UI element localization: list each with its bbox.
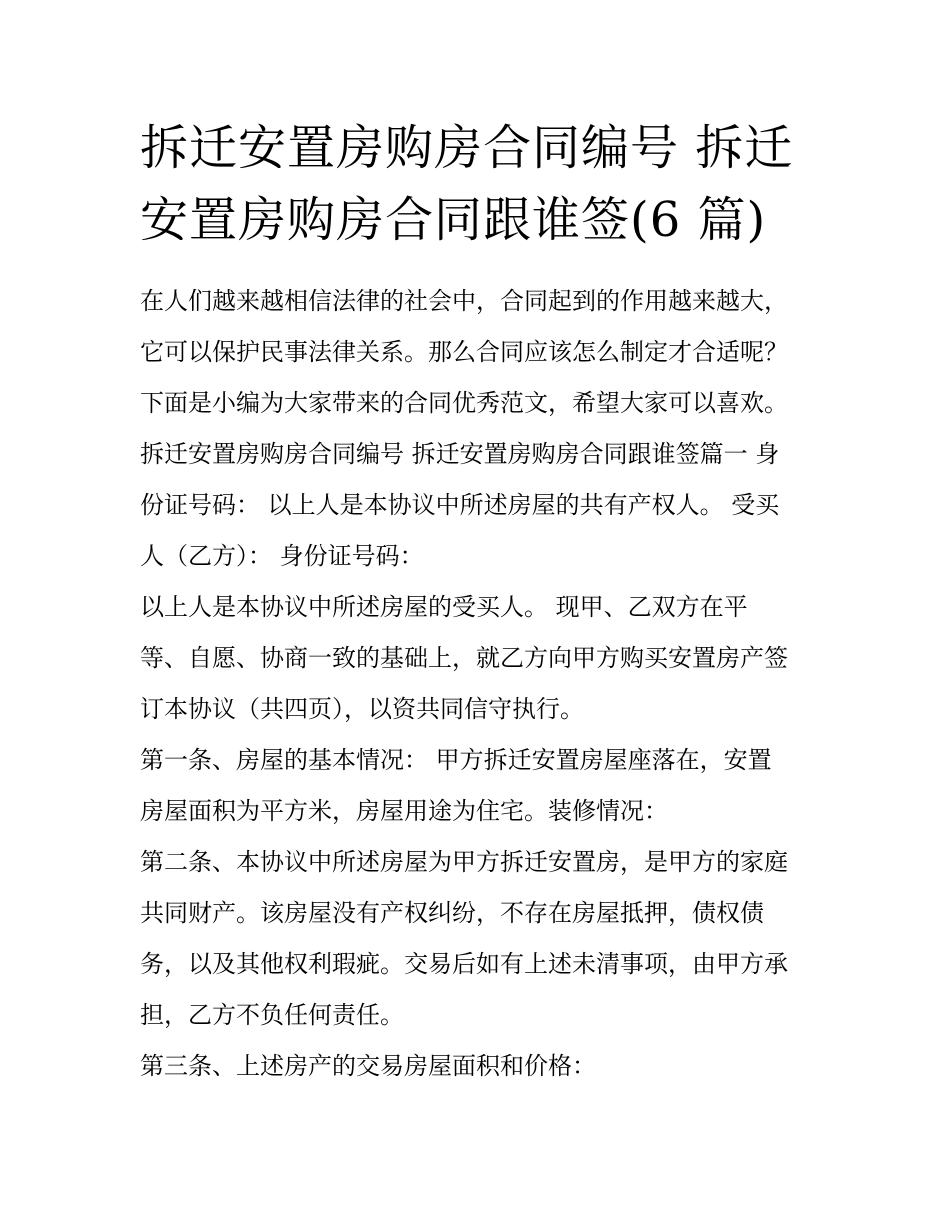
body-line: 第三条、上述房产的交易房屋面积和价格： [140, 1052, 596, 1080]
body-line: 担，乙方不负任何责任。 [140, 1001, 404, 1029]
document-title-line-1: 拆迁安置房购房合同编号 拆迁 [140, 120, 794, 176]
body-line: 第二条、本协议中所述房屋为甲方拆迁安置房，是甲方的家庭 [140, 848, 788, 876]
body-line: 以上人是本协议中所述房屋的受买人。 现甲、乙双方在平 [140, 593, 748, 621]
document-title-line-2: 安置房购房合同跟谁签(6 篇) [140, 192, 767, 248]
body-line: 下面是小编为大家带来的合同优秀范文，希望大家可以喜欢。 [140, 389, 788, 417]
body-line: 它可以保护民事法律关系。那么合同应该怎么制定才合适呢？ [140, 338, 788, 366]
body-line: 房屋面积为平方米，房屋用途为住宅。装修情况： [140, 797, 668, 825]
body-line: 人（乙方）： 身份证号码： [140, 542, 424, 570]
body-line: 共同财产。该房屋没有产权纠纷，不存在房屋抵押，债权债 [140, 899, 764, 927]
body-line: 在人们越来越相信法律的社会中，合同起到的作用越来越大， [140, 287, 788, 315]
body-line: 务，以及其他权利瑕疵。交易后如有上述未清事项，由甲方承 [140, 950, 788, 978]
body-line: 等、自愿、协商一致的基础上，就乙方向甲方购买安置房产签 [140, 644, 788, 672]
body-line: 份证号码： 以上人是本协议中所述房屋的共有产权人。 受买 [140, 491, 780, 519]
document-title [140, 112, 820, 256]
body-line: 订本协议（共四页），以资共同信守执行。 [140, 695, 584, 723]
document-body [140, 276, 830, 1092]
body-line: 第一条、房屋的基本情况： 甲方拆迁安置房屋座落在，安置 [140, 746, 772, 774]
body-line: 拆迁安置房购房合同编号 拆迁安置房购房合同跟谁签篇一 身 [140, 440, 780, 468]
